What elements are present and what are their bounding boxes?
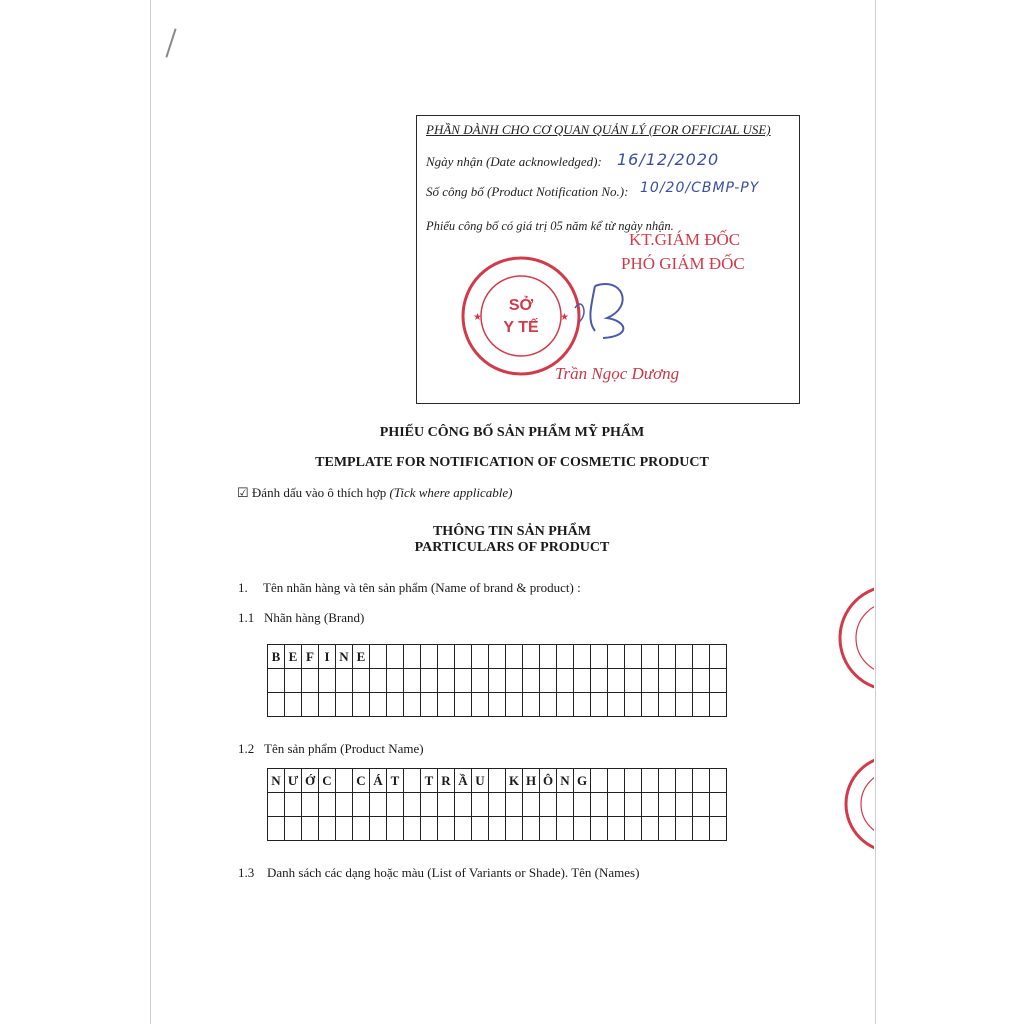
grid-cell[interactable] (489, 817, 506, 841)
grid-cell[interactable] (676, 645, 693, 669)
grid-cell[interactable] (336, 669, 353, 693)
grid-cell[interactable] (353, 669, 370, 693)
grid-cell[interactable] (557, 817, 574, 841)
grid-cell[interactable]: F (302, 645, 319, 669)
grid-cell[interactable] (455, 693, 472, 717)
grid-cell[interactable]: G (574, 769, 591, 793)
grid-cell[interactable] (455, 645, 472, 669)
grid-cell[interactable] (710, 645, 727, 669)
grid-cell[interactable] (540, 793, 557, 817)
grid-cell[interactable] (370, 817, 387, 841)
grid-cell[interactable] (642, 645, 659, 669)
notification-number-value: 10/20/CBMP-PY (640, 180, 760, 196)
grid-cell[interactable] (625, 669, 642, 693)
grid-cell[interactable] (455, 817, 472, 841)
grid-cell[interactable]: Ư (285, 769, 302, 793)
grid-cell[interactable] (387, 817, 404, 841)
item-label: Tên nhãn hàng và tên sản phẩm (Name of brand & product) : (263, 580, 581, 595)
grid-cell[interactable] (557, 669, 574, 693)
date-acknowledged-value: 16/12/2020 (617, 150, 720, 169)
grid-cell[interactable] (642, 669, 659, 693)
grid-cell[interactable] (608, 645, 625, 669)
grid-cell[interactable] (710, 669, 727, 693)
grid-cell[interactable] (693, 769, 710, 793)
grid-cell[interactable] (268, 817, 285, 841)
grid-cell[interactable] (591, 669, 608, 693)
item-1-1 (238, 610, 364, 626)
grid-cell[interactable] (319, 669, 336, 693)
official-use-box (416, 115, 800, 404)
svg-text:Y TẾ: Y TẾ (503, 319, 539, 336)
grid-cell[interactable] (659, 793, 676, 817)
grid-cell[interactable] (455, 793, 472, 817)
grid-cell[interactable] (268, 793, 285, 817)
grid-cell[interactable] (693, 669, 710, 693)
grid-cell[interactable] (523, 669, 540, 693)
grid-cell[interactable]: N (557, 769, 574, 793)
item-number: 1.3 (238, 865, 255, 880)
grid-cell[interactable] (489, 793, 506, 817)
grid-cell[interactable] (472, 645, 489, 669)
grid-cell[interactable] (710, 793, 727, 817)
grid-cell[interactable] (659, 817, 676, 841)
grid-cell[interactable] (489, 769, 506, 793)
grid-cell[interactable]: E (285, 645, 302, 669)
grid-cell[interactable]: N (336, 645, 353, 669)
item-number: 1. (238, 580, 248, 595)
grid-cell[interactable] (370, 693, 387, 717)
partial-seal-right-top (836, 582, 874, 694)
grid-cell[interactable] (472, 817, 489, 841)
grid-cell[interactable] (608, 669, 625, 693)
grid-cell[interactable] (319, 793, 336, 817)
validity-note: Phiếu công bố có giá trị 05 năm kể từ ngày nhận. (426, 219, 674, 233)
grid-cell[interactable] (336, 817, 353, 841)
vietnamese-title: PHIẾU CÔNG BỐ SẢN PHẨM MỸ PHẨM (379, 425, 645, 440)
grid-cell[interactable] (336, 793, 353, 817)
grid-cell[interactable] (472, 693, 489, 717)
grid-cell[interactable] (676, 817, 693, 841)
grid-cell[interactable] (591, 793, 608, 817)
grid-cell[interactable] (540, 817, 557, 841)
svg-text:★: ★ (560, 312, 569, 323)
grid-cell[interactable] (370, 669, 387, 693)
grid-cell[interactable] (642, 693, 659, 717)
grid-cell[interactable] (659, 769, 676, 793)
grid-cell[interactable] (404, 645, 421, 669)
grid-cell[interactable] (591, 693, 608, 717)
grid-cell[interactable] (710, 693, 727, 717)
item-1-2 (238, 741, 424, 757)
grid-cell[interactable] (693, 693, 710, 717)
grid-cell[interactable] (608, 817, 625, 841)
grid-cell[interactable]: E (353, 645, 370, 669)
grid-cell[interactable]: N (268, 769, 285, 793)
grid-cell[interactable] (676, 793, 693, 817)
item-1 (238, 580, 581, 596)
grid-cell[interactable]: Ô (540, 769, 557, 793)
grid-cell[interactable]: B (268, 645, 285, 669)
grid-cell[interactable] (353, 693, 370, 717)
grid-cell[interactable] (404, 769, 421, 793)
grid-cell[interactable] (591, 817, 608, 841)
grid-cell[interactable] (625, 769, 642, 793)
grid-cell[interactable] (608, 769, 625, 793)
grid-cell[interactable] (574, 817, 591, 841)
grid-cell[interactable] (387, 793, 404, 817)
grid-cell[interactable] (336, 769, 353, 793)
grid-cell[interactable] (676, 693, 693, 717)
grid-cell[interactable] (285, 817, 302, 841)
grid-cell[interactable] (438, 817, 455, 841)
grid-cell[interactable] (523, 645, 540, 669)
grid-cell[interactable] (659, 693, 676, 717)
grid-cell[interactable] (319, 817, 336, 841)
grid-cell[interactable] (421, 669, 438, 693)
grid-cell[interactable]: C (353, 769, 370, 793)
grid-cell[interactable] (659, 669, 676, 693)
grid-cell[interactable] (302, 693, 319, 717)
grid-cell[interactable] (489, 693, 506, 717)
grid-cell[interactable] (438, 793, 455, 817)
grid-cell[interactable] (693, 645, 710, 669)
grid-cell[interactable] (642, 793, 659, 817)
grid-cell[interactable]: Á (370, 769, 387, 793)
tick-instruction-en: (Tick where applicable) (389, 485, 513, 500)
grid-cell[interactable] (591, 645, 608, 669)
grid-cell[interactable] (557, 645, 574, 669)
grid-cell[interactable]: C (319, 769, 336, 793)
grid-cell[interactable] (574, 669, 591, 693)
official-use-title: PHẦN DÀNH CHO CƠ QUAN QUẢN LÝ (FOR OFFICIAL USE) (426, 122, 771, 137)
checkbox-checked-icon: ☑ (237, 485, 249, 500)
grid-cell[interactable] (353, 793, 370, 817)
grid-cell[interactable]: R (438, 769, 455, 793)
grid-cell[interactable] (574, 693, 591, 717)
grid-cell[interactable] (523, 793, 540, 817)
grid-cell[interactable] (693, 793, 710, 817)
grid-cell[interactable] (642, 817, 659, 841)
grid-cell[interactable] (268, 669, 285, 693)
grid-cell[interactable] (353, 817, 370, 841)
grid-cell[interactable] (370, 645, 387, 669)
grid-cell[interactable] (625, 817, 642, 841)
product-name-letter-grid[interactable] (267, 768, 727, 841)
grid-cell[interactable] (438, 669, 455, 693)
grid-cell[interactable] (285, 793, 302, 817)
grid-cell[interactable] (404, 693, 421, 717)
grid-cell[interactable]: H (523, 769, 540, 793)
grid-cell[interactable]: K (506, 769, 523, 793)
grid-cell[interactable] (302, 793, 319, 817)
section-title-vi: THÔNG TIN SẢN PHẨM (432, 524, 592, 539)
grid-cell[interactable] (523, 817, 540, 841)
item-1-3 (238, 865, 639, 881)
grid-cell[interactable] (421, 693, 438, 717)
svg-text:★: ★ (473, 312, 482, 323)
grid-cell[interactable] (404, 817, 421, 841)
svg-text:SỞ: SỞ (508, 297, 534, 314)
grid-cell[interactable] (642, 769, 659, 793)
grid-cell[interactable] (438, 693, 455, 717)
tick-instruction-vi: Đánh dấu vào ô thích hợp (251, 485, 387, 500)
official-seal (459, 254, 583, 378)
grid-cell[interactable] (370, 793, 387, 817)
grid-cell[interactable] (557, 793, 574, 817)
grid-cell[interactable] (472, 669, 489, 693)
signature (567, 266, 647, 346)
grid-cell[interactable] (540, 645, 557, 669)
tick-instruction (237, 485, 512, 501)
grid-cell[interactable] (387, 645, 404, 669)
grid-cell[interactable] (506, 793, 523, 817)
grid-cell[interactable] (608, 793, 625, 817)
grid-cell[interactable] (285, 669, 302, 693)
grid-cell[interactable] (302, 817, 319, 841)
item-label: Danh sách các dạng hoặc màu (List of Variants or Shade). Tên (Names) (267, 865, 640, 880)
signer-name: Trần Ngọc Dương (555, 364, 680, 383)
grid-cell[interactable] (676, 669, 693, 693)
grid-cell[interactable] (506, 693, 523, 717)
grid-cell[interactable] (710, 817, 727, 841)
grid-cell[interactable] (625, 793, 642, 817)
grid-cell[interactable]: T (421, 769, 438, 793)
english-title: TEMPLATE FOR NOTIFICATION OF COSMETIC PRODUCT (315, 455, 709, 470)
grid-cell[interactable] (608, 693, 625, 717)
grid-cell[interactable] (489, 669, 506, 693)
notification-number-label: Số công bố (Product Notification No.): (426, 184, 629, 199)
grid-cell[interactable] (540, 693, 557, 717)
grid-cell[interactable]: Ớ (302, 769, 319, 793)
grid-cell[interactable] (676, 769, 693, 793)
grid-cell[interactable] (302, 669, 319, 693)
grid-cell[interactable] (506, 669, 523, 693)
grid-cell[interactable] (285, 693, 302, 717)
grid-cell[interactable]: Ầ (455, 769, 472, 793)
grid-cell[interactable]: T (387, 769, 404, 793)
grid-cell[interactable] (693, 817, 710, 841)
section-title-en: PARTICULARS OF PRODUCT (414, 540, 610, 555)
grid-cell[interactable] (421, 817, 438, 841)
grid-cell[interactable] (455, 669, 472, 693)
item-number: 1.1 (238, 610, 255, 625)
grid-cell[interactable] (506, 645, 523, 669)
brand-letter-grid[interactable] (267, 644, 727, 717)
grid-cell[interactable] (557, 693, 574, 717)
deputy-director-stamp-line1: KT.GIÁM ĐỐC (629, 230, 741, 249)
grid-cell[interactable] (336, 693, 353, 717)
grid-cell[interactable]: U (472, 769, 489, 793)
grid-cell[interactable] (659, 645, 676, 669)
grid-cell[interactable] (540, 669, 557, 693)
grid-cell[interactable] (404, 669, 421, 693)
grid-cell[interactable] (625, 693, 642, 717)
grid-cell[interactable] (625, 645, 642, 669)
grid-cell[interactable] (404, 793, 421, 817)
grid-cell[interactable] (421, 793, 438, 817)
grid-cell[interactable] (472, 793, 489, 817)
grid-cell[interactable] (387, 669, 404, 693)
grid-cell[interactable] (421, 645, 438, 669)
grid-cell[interactable] (591, 769, 608, 793)
grid-cell[interactable]: I (319, 645, 336, 669)
date-acknowledged-label: Ngày nhận (Date acknowledged): (426, 154, 602, 169)
grid-cell[interactable] (319, 693, 336, 717)
grid-cell[interactable] (574, 645, 591, 669)
grid-cell[interactable] (438, 645, 455, 669)
item-label: Tên sản phẩm (Product Name) (264, 741, 424, 756)
grid-cell[interactable] (574, 793, 591, 817)
grid-cell[interactable] (710, 769, 727, 793)
deputy-director-stamp-line2: PHÓ GIÁM ĐỐC (621, 254, 745, 273)
grid-cell[interactable] (523, 693, 540, 717)
grid-cell[interactable] (506, 817, 523, 841)
grid-cell[interactable] (387, 693, 404, 717)
grid-cell[interactable] (268, 693, 285, 717)
item-number: 1.2 (238, 741, 255, 756)
grid-cell[interactable] (489, 645, 506, 669)
item-label: Nhãn hàng (Brand) (264, 610, 365, 625)
partial-seal-right-bottom (842, 752, 874, 856)
